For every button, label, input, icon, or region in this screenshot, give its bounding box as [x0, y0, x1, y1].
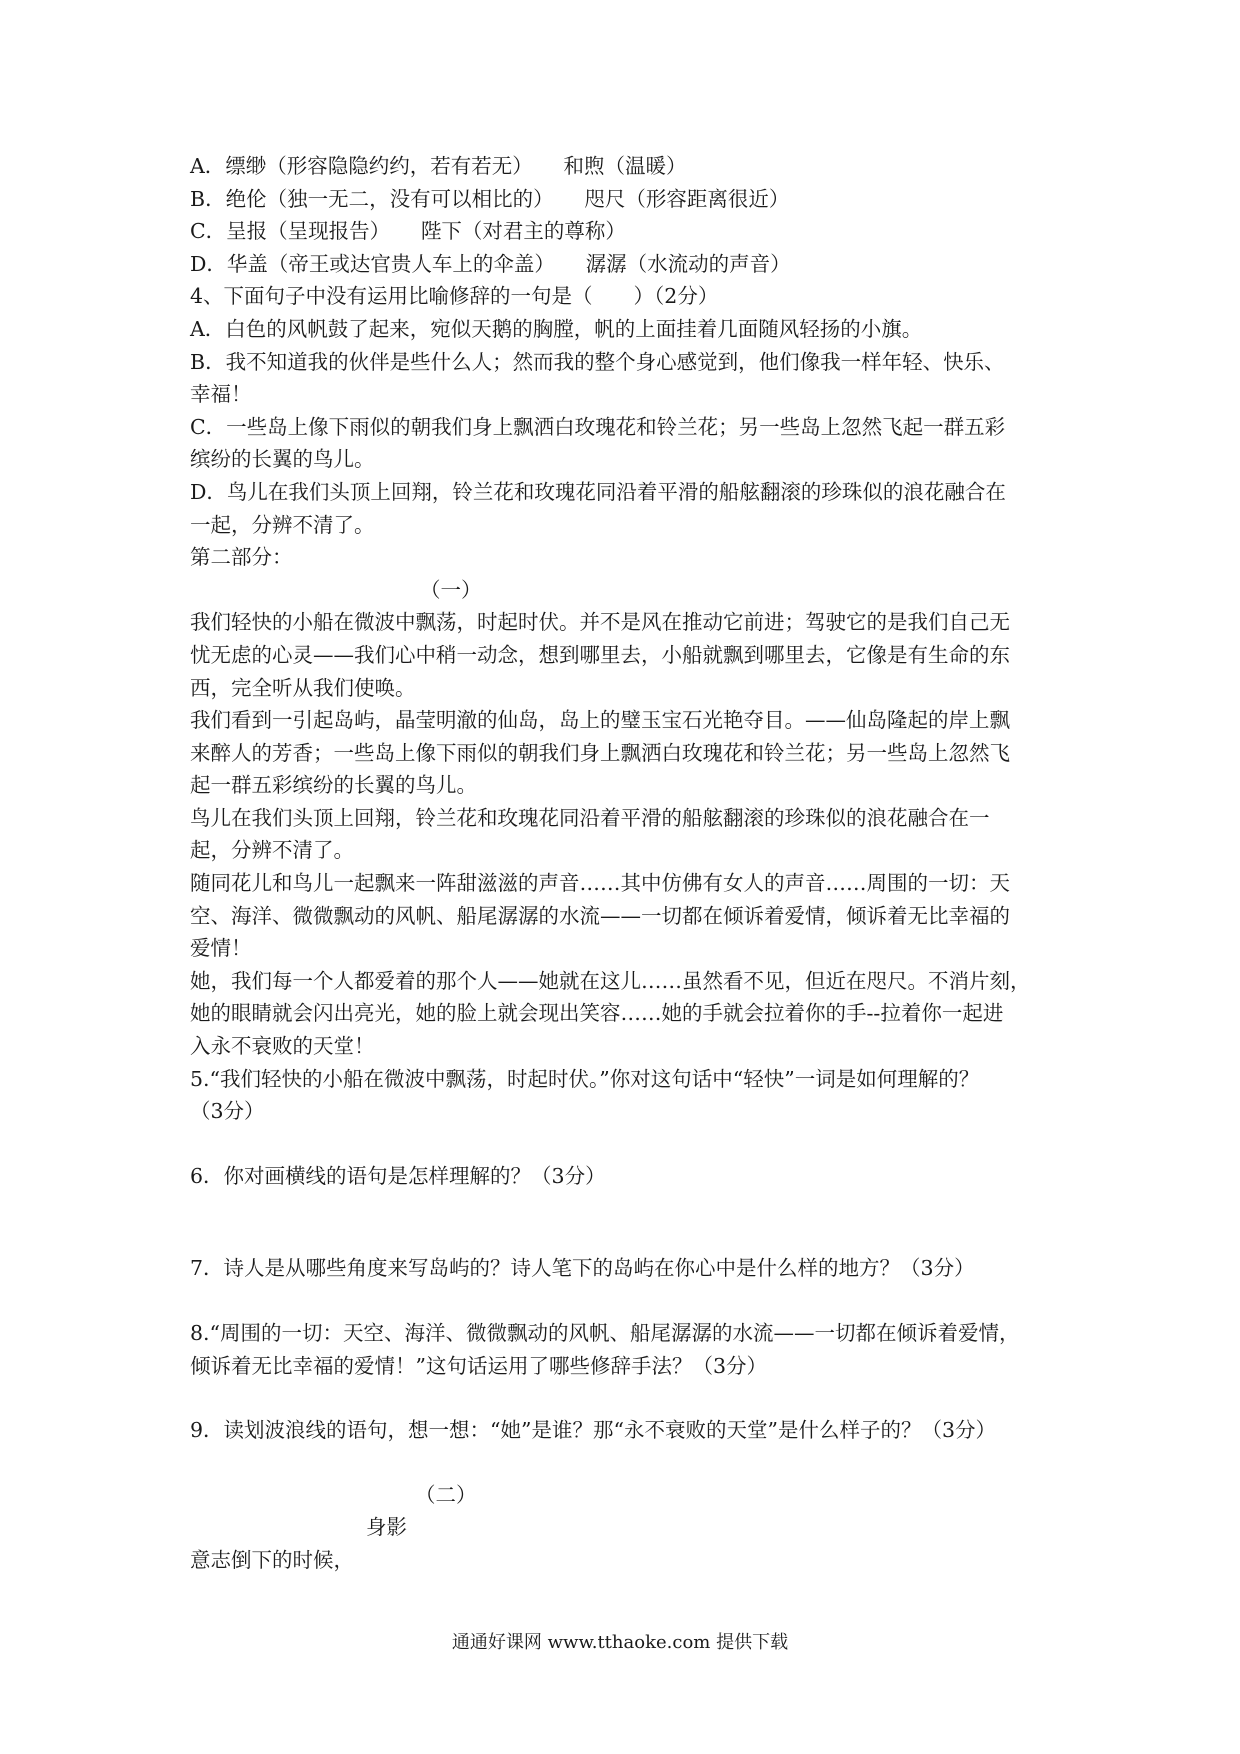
answer-space	[190, 1447, 1070, 1479]
q5-question-cont: （3分）	[190, 1099, 265, 1124]
passage-line: 她的眼睛就会闪出亮光，她的脸上就会现出笑容……她的手就会拉着你的手--拉着你一起进	[190, 1001, 1004, 1026]
passage-line: 随同花儿和鸟儿一起飘来一阵甜滋滋的声音……其中仿佛有女人的声音……周围的一切：天	[190, 871, 1010, 896]
poem-line: 意志倒下的时候，	[190, 1547, 354, 1572]
q4-option-c: C．一些岛上像下雨似的朝我们身上飘洒白玫瑰花和铃兰花；另一些岛上忽然飞起一群五彩	[190, 414, 1006, 439]
q4-option-c-cont: 缤纷的长翼的鸟儿。	[190, 447, 375, 472]
section1-title: （一）	[420, 577, 482, 602]
q4-question: 4、下面句子中没有运用比喻修辞的一句是（ ）（2分）	[190, 284, 719, 309]
answer-space	[190, 1382, 1070, 1414]
q6-question: 6．你对画横线的语句是怎样理解的？（3分）	[190, 1163, 606, 1188]
passage-line: 起，分辨不清了。	[190, 838, 354, 863]
q9-question: 9．读划波浪线的语句，想一想：“她”是谁？那“永不衰败的天堂”是什么样子的？（3分）	[190, 1418, 997, 1443]
q3-option-b: B．绝伦（独一无二，没有可以相比的） 咫尺（形容距离很近）	[190, 186, 790, 211]
q4-option-b-cont: 幸福！	[190, 382, 252, 407]
answer-space	[190, 1285, 1070, 1317]
passage-line: 她，我们每一个人都爱着的那个人——她就在这儿……虽然看不见，但近在咫尺。不消片刻，	[190, 968, 1031, 993]
answer-space	[190, 1192, 1070, 1252]
q4-option-b: B．我不知道我的伙伴是些什么人；然而我的整个身心感觉到，他们像我一样年轻、快乐、	[190, 349, 1005, 374]
answer-space	[190, 1128, 1070, 1160]
passage-line: 空、海洋、微微飘动的风帆、船尾潺潺的水流——一切都在倾诉着爱情，倾诉着无比幸福的	[190, 903, 1010, 928]
passage-line: 西，完全听从我们使唤。	[190, 675, 416, 700]
passage-line: 鸟儿在我们头顶上回翔，铃兰花和玫瑰花同沿着平滑的船舷翻滚的珍珠似的浪花融合在一	[190, 805, 990, 830]
q4-option-d: D．鸟儿在我们头顶上回翔，铃兰花和玫瑰花同沿着平滑的船舷翻滚的珍珠似的浪花融合在	[190, 479, 1006, 504]
q3-option-c: C．呈报（呈现报告） 陛下（对君主的尊称）	[190, 219, 626, 244]
q4-option-a: A．白色的风帆鼓了起来，宛似天鹅的胸膛，帆的上面挂着几面随风轻扬的小旗。	[190, 316, 923, 341]
passage-line: 来醉人的芳香；一些岛上像下雨似的朝我们身上飘洒白玫瑰花和铃兰花；另一些岛上忽然飞	[190, 740, 1010, 765]
q3-option-d: D．华盖（帝王或达官贵人车上的伞盖） 潺潺（水流动的声音）	[190, 251, 791, 276]
passage-line: 爱情！	[190, 936, 252, 961]
q8-question-cont: 倾诉着无比幸福的爱情！”这句话运用了哪些修辞手法？（3分）	[190, 1353, 768, 1378]
passage-line: 起一群五彩缤纷的长翼的鸟儿。	[190, 773, 477, 798]
q7-question: 7．诗人是从哪些角度来写岛屿的？诗人笔下的岛屿在你心中是什么样的地方？（3分）	[190, 1256, 975, 1281]
part2-heading: 第二部分：	[190, 545, 293, 570]
passage-line: 忧无虑的心灵——我们心中稍一动念，想到哪里去，小船就飘到哪里去，它像是有生命的东	[190, 642, 1010, 667]
passage-line: 我们轻快的小船在微波中飘荡，时起时伏。并不是风在推动它前进；驾驶它的是我们自己无	[190, 610, 1010, 635]
document-body	[190, 150, 1070, 1577]
section2-title: （二）	[415, 1482, 477, 1507]
poem-title: 身影	[366, 1515, 407, 1540]
q8-question: 8.“周围的一切：天空、海洋、微微飘动的风帆、船尾潺潺的水流——一切都在倾诉着爱情，	[190, 1321, 1020, 1345]
page-footer: 通通好课网 www.tthaoke.com 提供下载	[451, 1632, 789, 1653]
passage-line: 我们看到一引起岛屿，晶莹明澈的仙岛，岛上的璧玉宝石光艳夺目。——仙岛隆起的岸上飘	[190, 708, 1010, 733]
passage-line: 入永不衰败的天堂！	[190, 1034, 375, 1059]
q3-option-a: A．缥缈（形容隐隐约约，若有若无） 和煦（温暖）	[190, 154, 687, 178]
q4-option-d-cont: 一起，分辨不清了。	[190, 512, 375, 537]
q5-question: 5.“我们轻快的小船在微波中飘荡，时起时伏。”你对这句话中“轻快”一词是如何理解的？	[190, 1066, 980, 1091]
